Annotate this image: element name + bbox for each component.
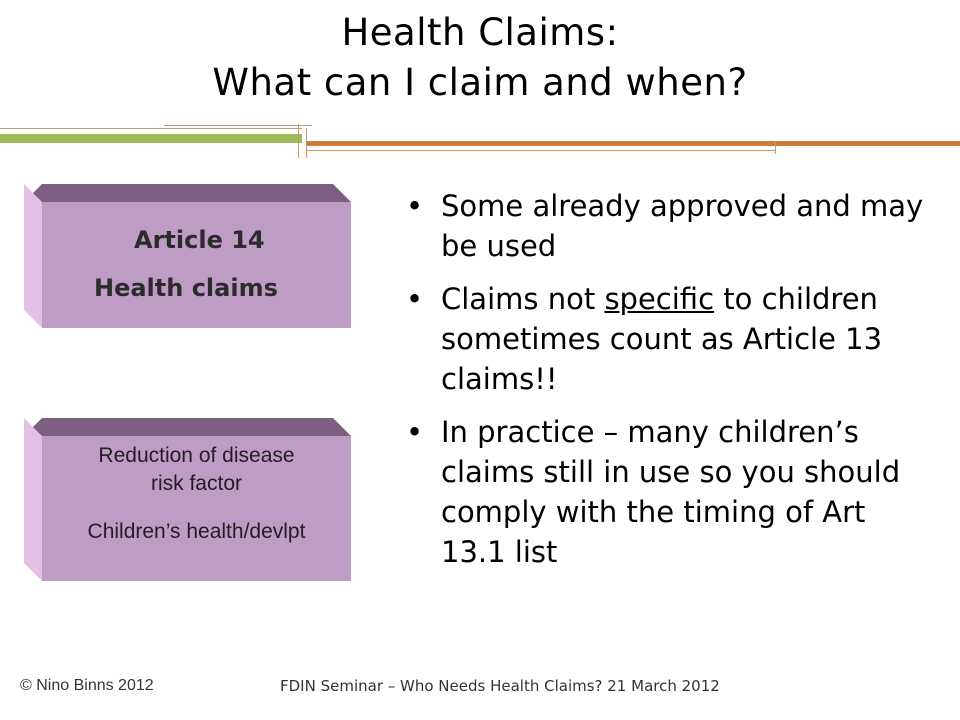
decorative-line <box>0 128 302 129</box>
childrens-health-label: Children’s health/devlpt <box>87 520 306 543</box>
box-face <box>42 202 351 328</box>
article14-box <box>24 184 351 328</box>
bullet-dot-icon: • <box>406 415 424 449</box>
bullet-dot-icon: • <box>406 189 424 223</box>
footer-copyright: © Nino Binns 2012 <box>20 677 154 694</box>
box-bevel-side <box>24 418 42 581</box>
bullet-text-prefix: Claims not <box>441 282 605 316</box>
decorative-line <box>164 125 312 126</box>
bullet-text: Some already approved and may be used <box>441 189 924 263</box>
bullet-dot-icon: • <box>406 282 424 316</box>
reduction-label-line1: Reduction of disease <box>98 444 295 467</box>
box-face <box>42 436 351 581</box>
decorative-line <box>306 128 307 158</box>
reduction-risk-box <box>24 418 351 581</box>
title-line-1: Health Claims: <box>341 11 619 54</box>
footer-seminar: FDIN Seminar – Who Needs Health Claims? 21 March 2012 <box>280 677 720 695</box>
bullet-text-suffix: to children sometimes count as Article 13 claims!! <box>441 282 883 396</box>
underlined-word: specific <box>604 282 715 316</box>
bullet-item <box>406 412 926 572</box>
decorative-line <box>298 124 299 158</box>
box-bevel-top <box>24 184 351 202</box>
title-line-2: What can I claim and when? <box>212 61 748 104</box>
decorative-line <box>306 150 776 151</box>
title-underline-green <box>0 134 302 143</box>
bullet-item <box>406 279 926 399</box>
title-underline-orange <box>306 141 960 146</box>
health-claims-label: Health claims <box>94 274 278 302</box>
bullet-list <box>406 186 926 585</box>
decorative-line <box>775 142 776 154</box>
bullet-text: In practice – many children’s claims still in use so you should comply with the timing of Art 13.1 list <box>441 415 901 569</box>
reduction-label-line2: risk factor <box>150 472 242 495</box>
bullet-item <box>406 186 926 266</box>
box-bevel-top <box>24 418 351 436</box>
slide-title <box>0 8 960 108</box>
article14-label: Article 14 <box>134 226 265 254</box>
box-bevel-side <box>24 184 42 328</box>
